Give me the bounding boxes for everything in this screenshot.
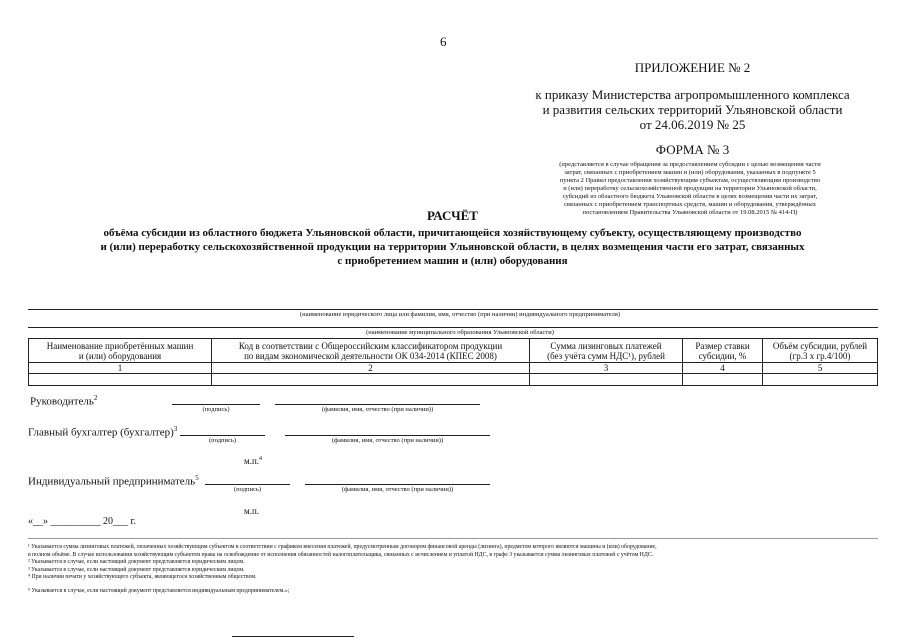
form-title: ФОРМА № 3 xyxy=(655,142,730,157)
appendix-line: и развития сельских территорий Ульяновской области xyxy=(542,102,843,117)
table-number-cell: 2 xyxy=(212,363,530,374)
appendix-line: к приказу Министерства агропромышленного комплекса xyxy=(535,87,850,102)
table-cell[interactable] xyxy=(530,374,683,386)
accountant-signature-caption: (подпись) xyxy=(209,437,236,444)
head-fio-line xyxy=(275,404,480,405)
table-row xyxy=(29,374,878,386)
table-cell[interactable] xyxy=(763,374,878,386)
form-note-line: (представляется в случае обращения за предоставлением субсидии с целью возмещения части xyxy=(559,161,821,168)
head-fio-caption: (фамилия, имя, отчество (при наличии)) xyxy=(321,406,434,413)
name-line xyxy=(28,309,878,310)
table-number-cell: 1 xyxy=(29,363,212,374)
appendix-title: ПРИЛОЖЕНИЕ № 2 xyxy=(634,60,751,75)
table-header-cell: Наименование приобретённых машин и (или) оборудования xyxy=(29,339,212,363)
table-cell[interactable] xyxy=(212,374,530,386)
accountant-fio-line xyxy=(285,435,490,436)
entrepreneur-signature-line xyxy=(205,484,290,485)
accountant-label: Главный бухгалтер (бухгалтер)$^3$ xyxy=(28,425,178,439)
footnote-item: ² Указывается в случае, если настоящий документ представляется юридическим лицом. xyxy=(28,559,245,565)
name-caption: (наименование юридического лица или фамилия, имя, отчество (при наличии) индивидуального предпринимателя) xyxy=(299,311,621,318)
appendix-line: от 24.06.2019 № 25 xyxy=(639,117,746,132)
calc-subtitle-line: с приобретением машин и (или) оборудования xyxy=(337,255,568,267)
table-header-cell: Сумма лизинговых платежей (без учёта сумм НДС¹), рублей xyxy=(530,339,683,363)
calc-subtitle xyxy=(20,226,885,268)
page-number: 6 xyxy=(440,34,447,49)
form-note-line: затрат, связанных с приобретением машин и (или) оборудования, указанных в подпункте 5 xyxy=(564,169,816,176)
entrepreneur-fio-caption: (фамилия, имя, отчество (при наличии)) xyxy=(341,486,454,493)
calc-title: РАСЧЁТ xyxy=(427,208,478,223)
footnote-item: в полном объёме. В случае использования хозяйствующим субъектом права на освобождение от исполнения обязанностей налогоплательщика, связанных с исчислением и уплатой НДС, в графе 3 указывается сумма лизинговых платежей с учётом НДС. xyxy=(28,551,654,558)
footnote-separator xyxy=(28,538,878,539)
table-header-cell: Объём субсидии, рублей (гр.3 х гр.4/100) xyxy=(763,339,878,363)
table-cell[interactable] xyxy=(29,374,212,386)
table-number-cell: 4 xyxy=(683,363,763,374)
entrepreneur-signature-caption: (подпись) xyxy=(234,486,261,493)
stamp-place: м.п.$^4$ xyxy=(244,456,263,466)
accountant-fio-caption: (фамилия, имя, отчество (при наличии)) xyxy=(331,437,444,444)
form-note-line: пункта 2 Правил предоставления хозяйствующим субъектам, осуществляющим производство xyxy=(559,177,821,184)
footnote-item: ⁴ При наличии печати у хозяйствующего субъекта, являющегося хозяйственным обществом. xyxy=(28,574,257,580)
table-number-row xyxy=(29,363,878,374)
footnotes xyxy=(28,544,883,595)
calc-subtitle-line: объёма субсидии из областного бюджета Ульяновской области, причитающейся хозяйствующему субъекту, осуществляющему производство xyxy=(103,227,802,239)
head-label: Руководитель$^2$ xyxy=(30,394,98,408)
accountant-signature-line xyxy=(180,435,265,436)
table-cell[interactable] xyxy=(683,374,763,386)
municipality-caption: (наименование муниципального образования Ульяновской области) xyxy=(366,329,554,336)
form-note-line: субсидий из областного бюджета Ульяновской области в целях возмещения части их затрат, xyxy=(562,193,818,200)
calculation-table xyxy=(28,338,878,386)
form-note-line: связанных с приобретением транспортных средств, машин и оборудования, утверждённых xyxy=(564,201,816,208)
appendix-header xyxy=(515,60,870,132)
footnote-item: ¹ Указывается сумма лизинговых платежей, оплаченных хозяйствующим субъектом в соответствии с графиком внесения платежей, предусмотренным договором финансовой аренды (лизинга), предметом которого являются машины и (или) оборудование, xyxy=(28,544,657,550)
head-signature-line xyxy=(172,404,260,405)
bottom-separator xyxy=(232,636,354,637)
table-number-cell: 3 xyxy=(530,363,683,374)
table-header-row xyxy=(29,339,878,363)
table-header-cell: Код в соответствии с Общероссийским классификатором продукции по видам экономической деятельности ОК 034-2014 (КПЕС 2008) xyxy=(212,339,530,363)
head-signature-caption: (подпись) xyxy=(202,406,230,413)
stamp-place: м.п. xyxy=(244,506,260,516)
calc-subtitle-line: и (или) переработку сельскохозяйственной продукции на территории Ульяновской области, в целях возмещения части его затрат, связанных xyxy=(100,241,805,253)
table-header-cell: Размер ставки субсидии, % xyxy=(683,339,763,363)
entrepreneur-fio-line xyxy=(305,484,490,485)
date-line: «__» __________ 20___ г. xyxy=(28,516,136,527)
form-note-line: постановлением Правительства Ульяновской области от 19.08.2015 № 414-П) xyxy=(582,209,798,216)
form-note-line: и (или) переработку сельскохозяйственной продукции на территории Ульяновской области, xyxy=(563,185,817,192)
municipality-line xyxy=(28,327,878,328)
footnote-item: ³ Указывается в случае, если настоящий документ представляется юридическим лицом. xyxy=(28,566,245,573)
footnote-item: ⁵ Указывается в случае, если настоящий документ представляется индивидуальным предпринимателем.»; xyxy=(28,587,290,594)
table-number-cell: 5 xyxy=(763,363,878,374)
entrepreneur-label: Индивидуальный предприниматель$^5$ xyxy=(28,474,199,488)
